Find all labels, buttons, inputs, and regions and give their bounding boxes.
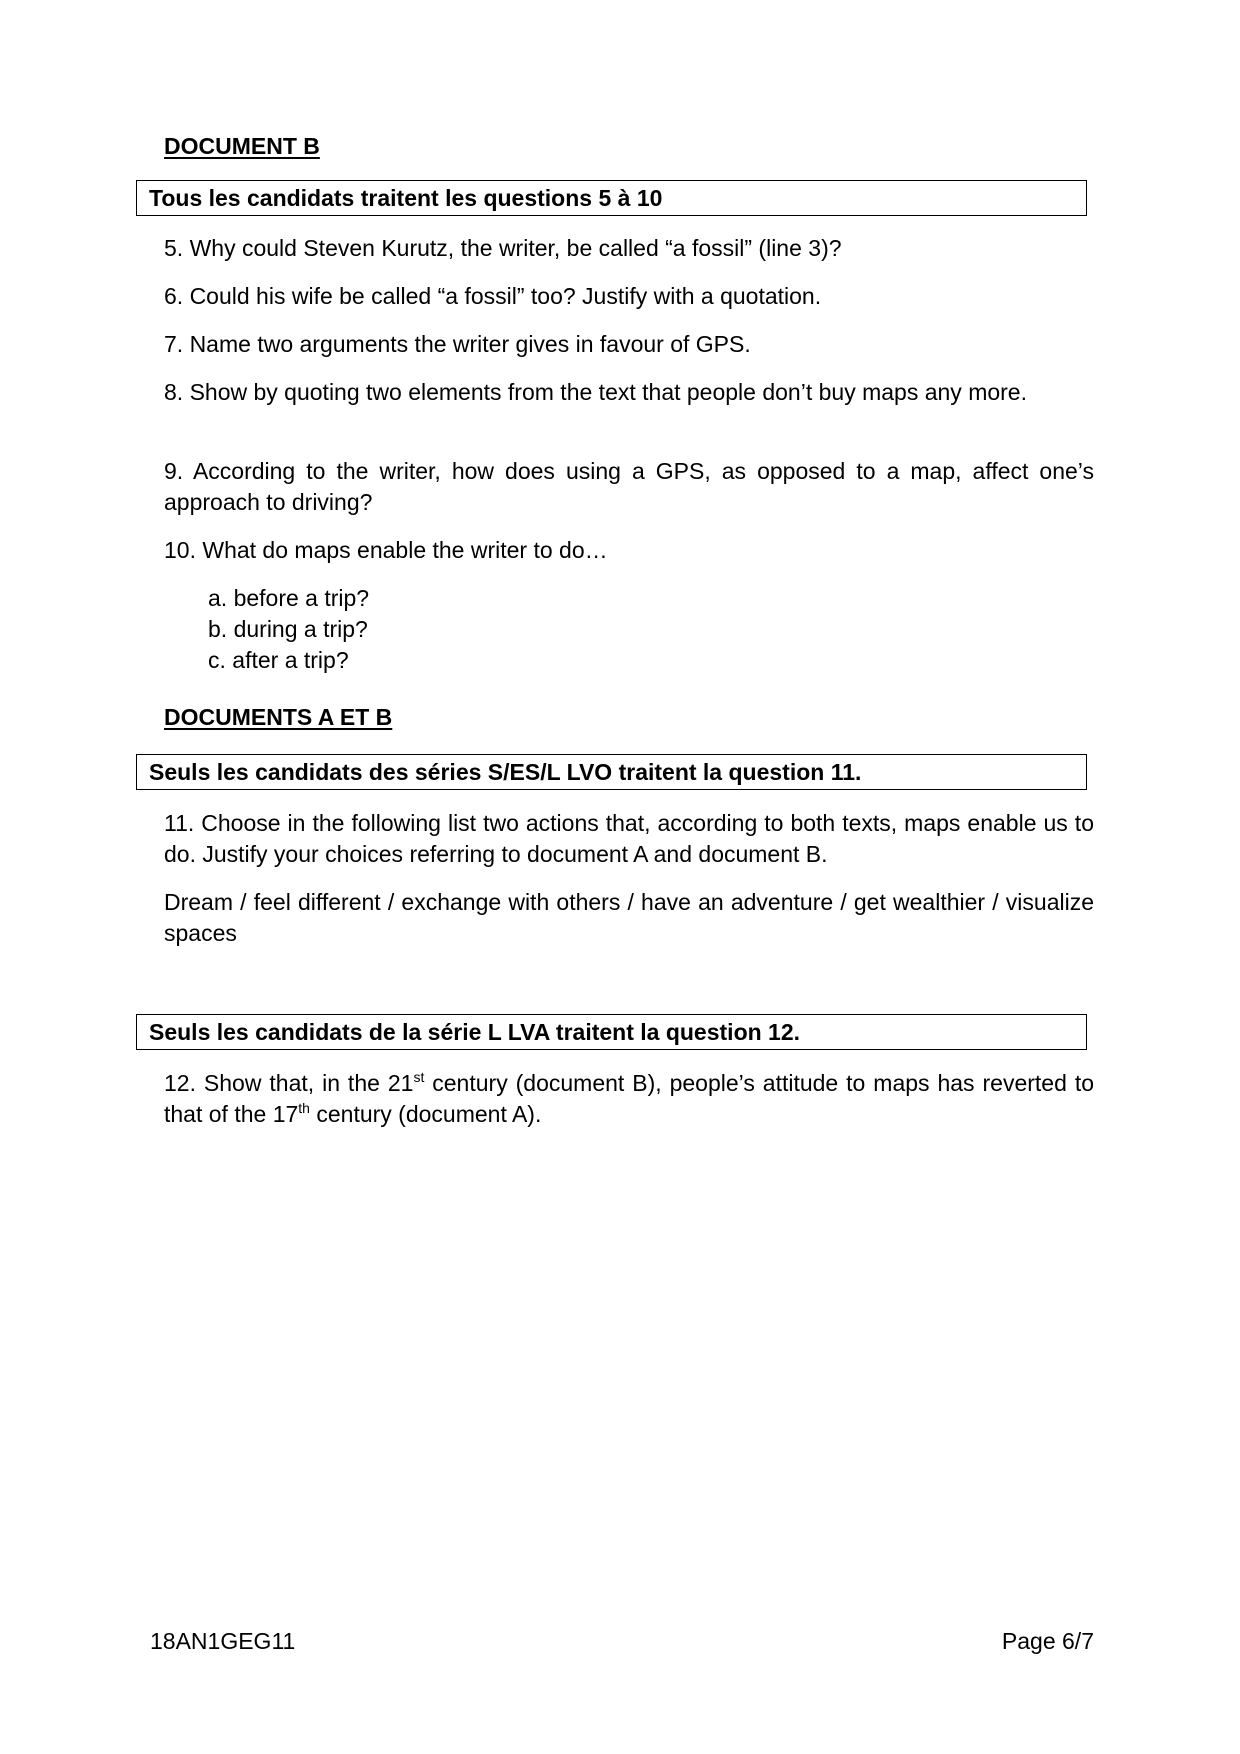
question-12-text-2: century (document B), people’s attitude to maps has reverted to that of the 17 [164,1070,1095,1127]
footer-exam-code: 18AN1GEG11 [150,1628,296,1654]
documents-a-et-b-heading: DOCUMENTS A ET B [164,704,393,730]
instruction-box-question-11: Seuls les candidats des séries S/ES/L LVO traitent la question 11. [136,754,1087,790]
superscript-st: st [413,1069,425,1085]
footer-page-number: Page 6/7 [1001,1628,1094,1654]
question-10-c: c. after a trip? [208,647,349,673]
document-b-heading: DOCUMENT B [164,133,320,159]
question-7: 7. Name two arguments the writer gives in favour of GPS. [164,331,751,357]
question-12-text-3: century (document A). [309,1101,542,1127]
question-6: 6. Could his wife be called “a fossil” too? Justify with a quotation. [164,283,822,309]
instruction-box-questions-5-10: Tous les candidats traitent les questions 5 à 10 [136,180,1087,216]
question-10-a: a. before a trip? [208,585,370,611]
question-5: 5. Why could Steven Kurutz, the writer, be called “a fossil” (line 3)? [164,235,842,261]
superscript-th: th [298,1100,310,1116]
question-8: 8. Show by quoting two elements from the text that people don’t buy maps any more. [164,379,1027,405]
question-12-text-1: 12. Show that, in the 21 [164,1070,414,1096]
question-11-action-list: Dream / feel different / exchange with others / have an adventure / get wealthier / visualize spaces [164,889,1094,946]
question-11: 11. Choose in the following list two actions that, according to both texts, maps enable us to do. Justify your choices referring to document A and document B. [164,810,1094,867]
question-10: 10. What do maps enable the writer to do… [164,537,608,563]
question-10-b: b. during a trip? [208,616,368,642]
question-12 [164,1068,1094,1130]
instruction-box-question-12: Seuls les candidats de la série L LVA traitent la question 12. [136,1014,1087,1050]
question-9: 9. According to the writer, how does using a GPS, as opposed to a map, affect one’s approach to driving? [164,458,1094,515]
